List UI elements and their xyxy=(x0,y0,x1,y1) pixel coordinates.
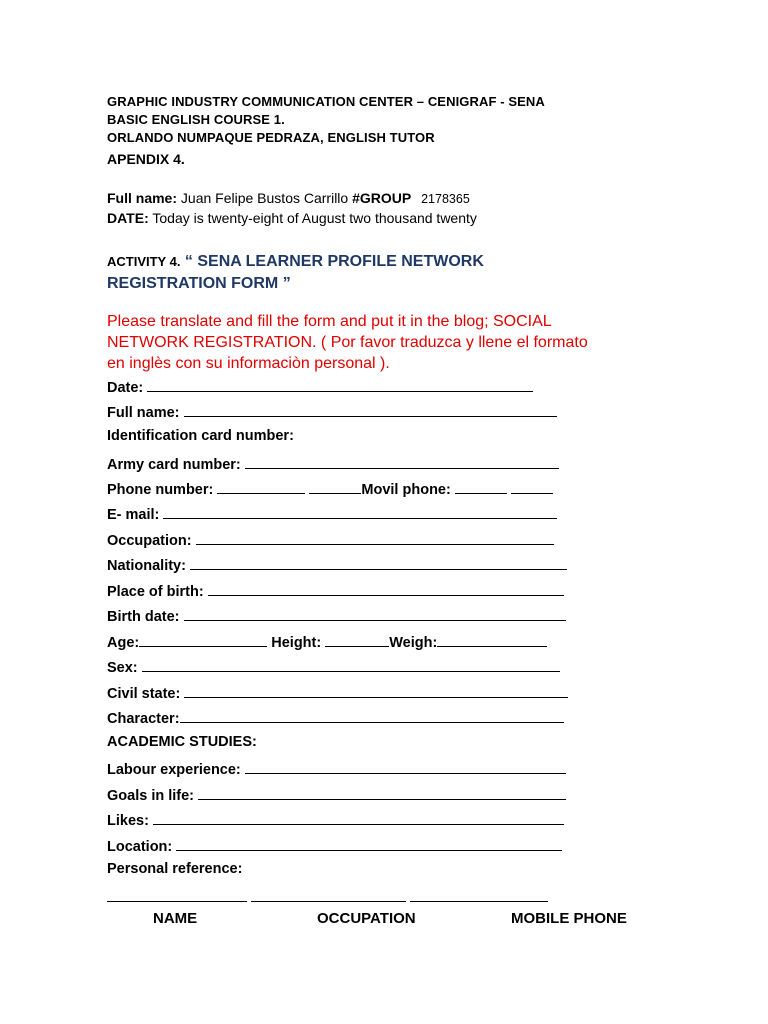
email-field-label: E- mail: xyxy=(107,507,160,523)
phone-field-label: Phone number: xyxy=(107,482,214,498)
form-field-id-card xyxy=(107,428,294,444)
reference-name-blank[interactable] xyxy=(107,887,247,902)
full-name-label: Full name: xyxy=(107,190,178,206)
form-field-personal-reference xyxy=(107,861,242,877)
date-line xyxy=(107,210,477,226)
height-blank[interactable] xyxy=(325,632,389,647)
personal-reference-field-label: Personal reference: xyxy=(107,861,243,877)
reference-occupation-blank[interactable] xyxy=(251,887,406,902)
sex-blank[interactable] xyxy=(142,657,560,672)
form-field-army-card xyxy=(107,454,559,473)
civil-state-field-label: Civil state: xyxy=(107,686,181,702)
full-name-value: Juan Felipe Bustos Carrillo xyxy=(180,190,349,206)
army-card-field-label: Army card number: xyxy=(107,457,241,473)
form-field-place-of-birth xyxy=(107,581,564,600)
form-field-goals xyxy=(107,785,566,804)
form-field-nationality xyxy=(107,555,567,574)
occupation-blank[interactable] xyxy=(196,530,554,545)
place-of-birth-field-label: Place of birth: xyxy=(107,584,204,600)
movil-blank-1[interactable] xyxy=(455,479,507,494)
form-field-location xyxy=(107,836,562,855)
form-field-character xyxy=(107,708,564,727)
group-label: #GROUP xyxy=(352,190,412,206)
full-name-blank[interactable] xyxy=(184,402,557,417)
form-field-likes xyxy=(107,810,564,829)
reference-column-mobile: MOBILE PHONE xyxy=(511,910,627,927)
location-blank[interactable] xyxy=(176,836,562,851)
phone-blank-1[interactable] xyxy=(217,479,305,494)
activity-title: “ SENA LEARNER PROFILE NETWORK xyxy=(184,253,484,270)
civil-state-blank[interactable] xyxy=(184,683,568,698)
army-card-blank[interactable] xyxy=(245,454,559,469)
instructions-line3: en inglès con su informaciòn personal ). xyxy=(107,355,390,372)
header-institution: GRAPHIC INDUSTRY COMMUNICATION CENTER – CENIGRAF - SENA xyxy=(107,94,545,109)
reference-column-occupation: OCCUPATION xyxy=(317,910,416,927)
instructions-line1: Please translate and fill the form and put it in the blog; SOCIAL xyxy=(107,313,552,330)
phone-blank-2[interactable] xyxy=(309,479,361,494)
goals-blank[interactable] xyxy=(198,785,566,800)
full-name-field-label: Full name: xyxy=(107,405,180,421)
header-tutor: ORLANDO NUMPAQUE PEDRAZA, ENGLISH TUTOR xyxy=(107,130,435,145)
date-label: DATE: xyxy=(107,210,149,226)
date-blank[interactable] xyxy=(147,377,533,392)
form-field-birth-date xyxy=(107,606,566,625)
goals-field-label: Goals in life: xyxy=(107,788,195,804)
reference-blanks-row xyxy=(107,887,548,906)
occupation-field-label: Occupation: xyxy=(107,533,192,549)
birth-date-blank[interactable] xyxy=(184,606,566,621)
academic-field-label: ACADEMIC STUDIES: xyxy=(107,734,257,750)
place-of-birth-blank[interactable] xyxy=(208,581,564,596)
form-field-age-height-weigh xyxy=(107,632,547,651)
labour-blank[interactable] xyxy=(245,759,566,774)
form-field-full-name xyxy=(107,402,557,421)
activity-title-line2 xyxy=(107,275,291,293)
character-blank[interactable] xyxy=(180,708,564,723)
nationality-field-label: Nationality: xyxy=(107,558,186,574)
birth-date-field-label: Birth date: xyxy=(107,609,180,625)
date-value: Today is twenty-eight of August two thousand twenty xyxy=(152,210,477,226)
form-field-date xyxy=(107,377,533,396)
reference-mobile-blank[interactable] xyxy=(410,887,548,902)
height-field-label: Height: xyxy=(271,635,322,651)
form-field-email xyxy=(107,504,557,523)
appendix-label: APENDIX 4. xyxy=(107,151,185,167)
form-field-civil-state xyxy=(107,683,568,702)
group-value: 2178365 xyxy=(421,192,470,206)
form-field-academic xyxy=(107,734,257,750)
age-field-label: Age: xyxy=(107,635,140,651)
age-blank[interactable] xyxy=(139,632,267,647)
sex-field-label: Sex: xyxy=(107,660,138,676)
activity-title-cont: REGISTRATION FORM ” xyxy=(107,275,291,292)
header-course: BASIC ENGLISH COURSE 1. xyxy=(107,112,285,127)
reference-column-name: NAME xyxy=(153,910,198,927)
id-card-field-label: Identification card number: xyxy=(107,428,294,444)
weigh-field-label: Weigh: xyxy=(389,635,438,651)
full-name-line xyxy=(107,190,470,206)
likes-field-label: Likes: xyxy=(107,813,149,829)
movil-blank-2[interactable] xyxy=(511,479,553,494)
form-field-sex xyxy=(107,657,560,676)
movil-field-label: Movil phone: xyxy=(361,482,451,498)
form-field-occupation xyxy=(107,530,554,549)
instructions-line2: NETWORK REGISTRATION. ( Por favor traduzca y llene el formato xyxy=(107,334,588,351)
activity-title-line1 xyxy=(107,253,484,271)
labour-field-label: Labour experience: xyxy=(107,762,241,778)
weigh-blank[interactable] xyxy=(437,632,547,647)
activity-prefix: ACTIVITY 4. xyxy=(107,254,181,269)
location-field-label: Location: xyxy=(107,839,173,855)
form-field-phone xyxy=(107,479,553,498)
character-field-label: Character: xyxy=(107,711,180,727)
date-field-label: Date: xyxy=(107,380,144,396)
likes-blank[interactable] xyxy=(153,810,564,825)
email-blank[interactable] xyxy=(163,504,557,519)
nationality-blank[interactable] xyxy=(190,555,567,570)
form-field-labour xyxy=(107,759,566,778)
